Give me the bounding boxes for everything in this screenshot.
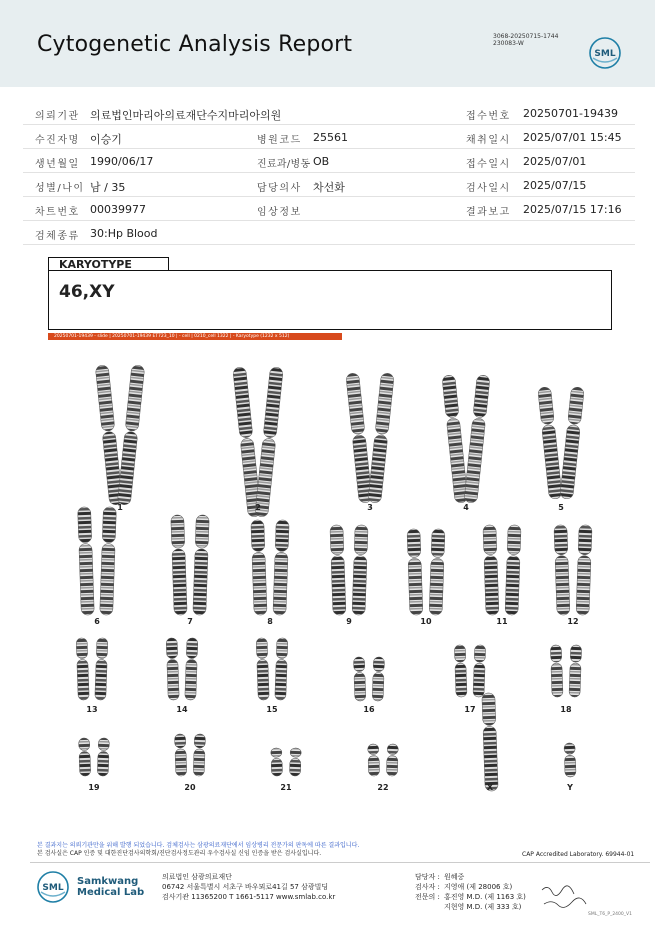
chromosome-X-1	[482, 693, 498, 791]
staff-name: 홍진영 M.D. (제 1163 호)	[444, 893, 526, 901]
chromosome-label-15: 15	[266, 705, 278, 714]
footer-notes	[37, 842, 359, 858]
receipt-no-label: 접수번호	[466, 111, 511, 122]
chromosome-16-2	[372, 657, 385, 701]
staff-row	[415, 882, 526, 892]
chromosome-label-9: 9	[346, 617, 352, 626]
chromosome-19-2	[97, 738, 109, 776]
specimen-label: 검체종류	[35, 231, 80, 242]
chromosome-label-18: 18	[560, 705, 572, 714]
chromosome-label-12: 12	[567, 617, 579, 626]
patient-info-table	[23, 101, 635, 245]
chromosome-2-2	[255, 367, 284, 518]
brand-line-2: Medical Lab	[77, 887, 145, 898]
doc-id-1: 3068-20250715-1744	[493, 33, 559, 40]
chromosome-13-1	[76, 638, 89, 700]
certification-note: 본 검사실은 CAP 인증 및 대한진단검사의학회/진단검사정도관리 우수검사실 신임 인증을 받은 검사실입니다.	[37, 850, 322, 857]
staff-name: 원혜중	[444, 873, 465, 881]
staff-name: 지현영 M.D. (제 333 호)	[444, 903, 522, 911]
staff-role: 담당자 :	[415, 873, 440, 881]
exam-date-label: 검사일시	[466, 183, 511, 194]
chromosome-3-2	[368, 373, 395, 504]
info-row	[23, 221, 635, 245]
chromosome-7-1	[171, 515, 187, 615]
chromosome-9-1	[330, 525, 346, 615]
staff-name: 지영애 (제 28006 호)	[444, 883, 513, 891]
karyotype-result-box	[48, 270, 612, 330]
chromosome-6-2	[100, 507, 117, 615]
chromosome-Y-1	[564, 743, 576, 777]
chromosome-14-2	[185, 638, 198, 700]
chromosome-10-1	[407, 529, 423, 615]
clinical-label: 임상정보	[257, 207, 302, 218]
chromosome-17-1	[454, 645, 467, 697]
chromosome-14-1	[166, 638, 179, 700]
chromosome-label-8: 8	[267, 617, 273, 626]
info-row	[23, 173, 635, 197]
patient-value: 이승기	[90, 133, 122, 146]
collect-value: 2025/07/01 15:45	[523, 131, 622, 144]
document-ids	[493, 33, 558, 47]
receipt-date-value: 2025/07/01	[523, 155, 587, 168]
chromosome-label-3: 3	[367, 503, 373, 512]
chromosome-3-1	[346, 373, 373, 504]
chromosome-22-1	[368, 744, 380, 776]
chromosome-7-2	[193, 515, 209, 615]
chromosome-22-2	[386, 744, 398, 776]
org-label: 의뢰기관	[35, 111, 80, 122]
chromosome-label-11: 11	[496, 617, 508, 626]
chromosome-label-19: 19	[88, 783, 100, 792]
address-line-2: 06742 서울특별시 서초구 바우뫼로41길 57 삼광빌딩	[162, 883, 329, 891]
chromosome-label-20: 20	[184, 783, 196, 792]
chromosome-label-X: X	[486, 783, 494, 792]
staff-role: 전문의 :	[415, 893, 440, 901]
chromosome-11-1	[483, 525, 499, 615]
karyogram-caption-bar: 20250701-19439 - slide | 20250701-19439 ET723_10 | - cell | 0210_cell 1322 | - Karyotype (1232 x 512)	[48, 333, 342, 340]
logo-text: SML	[594, 49, 616, 59]
chromosome-4-2	[464, 375, 490, 504]
staff-row	[415, 872, 526, 882]
chromosome-20-2	[193, 734, 205, 776]
collect-label: 채취일시	[466, 135, 511, 146]
specimen-value: 30:Hp Blood	[90, 227, 158, 240]
info-row	[23, 125, 635, 149]
lab-brand	[77, 876, 144, 898]
dob-label: 생년월일	[35, 159, 80, 170]
footer-logo-text: SML	[42, 883, 64, 893]
chromosome-1-2	[117, 365, 145, 506]
brand-line-1: Samkwang	[77, 876, 139, 887]
chromosome-label-17: 17	[464, 705, 476, 714]
chromosome-18-1	[550, 645, 563, 697]
chromosome-17-2	[473, 645, 486, 697]
hospital-code-label: 병원코드	[257, 135, 302, 146]
chromosome-4-1	[442, 375, 468, 504]
chromosome-label-5: 5	[558, 503, 564, 512]
chromosome-label-4: 4	[463, 503, 469, 512]
chromosome-20-1	[174, 734, 186, 776]
doc-id-2: 230083-W	[493, 40, 524, 47]
karyogram	[0, 345, 655, 805]
cap-accreditation: CAP Accredited Laboratory. 69944-01	[522, 851, 635, 858]
report-value: 2025/07/15 17:16	[523, 203, 622, 216]
receipt-date-label: 접수일시	[466, 159, 511, 170]
chromosome-label-21: 21	[280, 783, 292, 792]
footer-divider	[30, 862, 650, 863]
chromosome-21-1	[271, 748, 283, 776]
chart-no-label: 차트번호	[35, 207, 80, 218]
chromosome-label-2: 2	[255, 503, 261, 512]
doctor-label: 담당의사	[257, 183, 302, 194]
chromosome-label-10: 10	[420, 617, 432, 626]
lab-address	[162, 872, 335, 902]
karyotype-tab: KARYOTYPE	[48, 257, 169, 271]
dept-label: 진료과/병동	[257, 159, 311, 170]
patient-label: 수진자명	[35, 135, 80, 146]
address-line-1: 의료법인 삼광의료재단	[162, 873, 232, 881]
staff-list	[415, 872, 526, 912]
exam-date-value: 2025/07/15	[523, 179, 587, 192]
report-label: 결과보고	[466, 207, 511, 218]
chromosome-8-2	[273, 520, 289, 615]
info-row	[23, 101, 635, 125]
address-line-3: 검사기관 11365200 T 1661-5117 www.smlab.co.kr	[162, 893, 336, 901]
signature-icon	[540, 882, 590, 912]
staff-role: 검사자 :	[415, 883, 440, 891]
karyogram-image	[0, 345, 655, 805]
sex-age-value: 남 / 35	[90, 181, 126, 194]
chromosome-11-2	[505, 525, 521, 615]
doctor-value: 차선화	[313, 181, 345, 194]
chromosome-18-2	[569, 645, 582, 697]
chromosome-label-16: 16	[363, 705, 375, 714]
staff-row	[415, 892, 526, 902]
sml-logo-icon	[588, 36, 622, 70]
chromosome-16-1	[353, 657, 366, 701]
chromosome-9-2	[352, 525, 368, 615]
chromosome-8-1	[251, 520, 267, 615]
chromosome-15-1	[256, 638, 269, 700]
sex-age-label: 성별/나이	[35, 183, 85, 194]
disclaimer-note: 본 결과지는 의뢰기관만을 위해 발행 되었습니다. 검체검사는 삼광의료재단에서 임상병리 전문가의 판독에 따른 결과입니다.	[37, 842, 360, 849]
hospital-code-value: 25561	[313, 131, 348, 144]
chromosome-12-2	[576, 525, 592, 615]
chromosome-label-1: 1	[117, 503, 123, 512]
org-value: 의료법인마리아의료재단수지마리아의원	[90, 109, 282, 122]
chromosome-5-2	[560, 387, 585, 500]
form-code: SML_T6_P_2400_V1	[588, 912, 632, 917]
info-row	[23, 197, 635, 221]
chromosome-19-1	[78, 738, 90, 776]
karyotype-value: 46,XY	[59, 282, 115, 302]
chromosome-6-1	[78, 507, 95, 615]
dept-value: OB	[313, 155, 330, 168]
dob-value: 1990/06/17	[90, 155, 154, 168]
info-row	[23, 149, 635, 173]
staff-row	[415, 902, 526, 912]
chromosome-label-13: 13	[86, 705, 98, 714]
chromosome-5-1	[538, 387, 563, 500]
receipt-no-value: 20250701-19439	[523, 107, 618, 120]
chromosome-12-1	[554, 525, 570, 615]
chromosome-15-2	[275, 638, 288, 700]
chromosome-21-2	[289, 748, 301, 776]
chromosome-label-14: 14	[176, 705, 188, 714]
chromosome-label-7: 7	[187, 617, 193, 626]
report-title: Cytogenetic Analysis Report	[37, 32, 353, 57]
report-header	[0, 0, 655, 87]
chromosome-label-Y: Y	[567, 783, 573, 792]
chromosome-1-1	[95, 365, 123, 506]
chart-no-value: 00039977	[90, 203, 146, 216]
chromosome-label-6: 6	[94, 617, 100, 626]
chromosome-10-2	[429, 529, 445, 615]
chromosome-label-22: 22	[377, 783, 389, 792]
chromosome-13-2	[95, 638, 108, 700]
sml-footer-logo-icon	[36, 870, 70, 904]
